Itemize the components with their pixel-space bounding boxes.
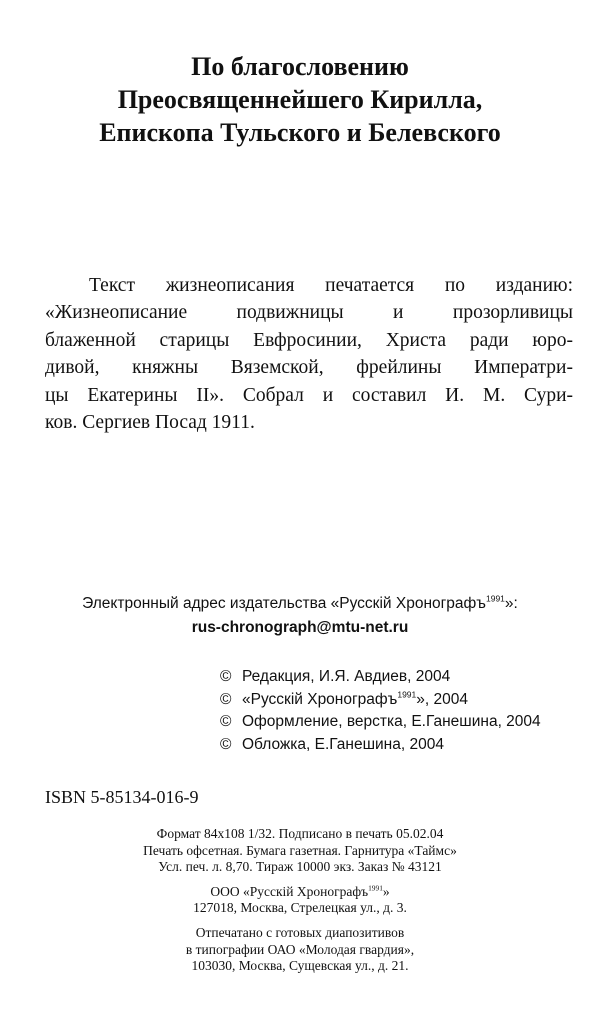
imprint-publisher-end: » <box>382 883 390 899</box>
blessing-line: Епископа Тульского и Белевского <box>99 118 501 147</box>
source-line: цы Екатерины II». Собрал и составил И. М. Сури- <box>45 384 573 406</box>
source-note <box>45 272 573 436</box>
imprint-signed: . Подписано в печать 05.02.04 <box>271 826 444 841</box>
copyright-sup: 1991 <box>397 689 417 700</box>
copyright-icon: © <box>220 735 232 753</box>
imprint-order-line: Усл. печ. л. 8,70. Тираж 10000 экз. Заказ № 43121 <box>158 859 442 875</box>
imprint-publisher-sup: 1991 <box>368 883 383 893</box>
blessing-line: Преосвященнейшего Кирилла, <box>117 85 483 114</box>
source-line: ков. Сергиев Посад 1911. <box>45 412 255 434</box>
imprint-print-line: Печать офсетная. Бумага газетная. Гарнитура «Таймс» <box>143 842 457 858</box>
source-line: Текст жизнеописания печатается по изданию: <box>89 275 573 296</box>
copyright-icon: © <box>220 690 232 708</box>
blessing-line: По благословению <box>191 52 409 81</box>
copyright-after: », 2004 <box>416 690 468 708</box>
blessing-heading <box>0 50 600 149</box>
publisher-email: rus-chronograph@mtu-net.ru <box>191 619 409 636</box>
email-label-text: Электронный адрес издательства «Русскiй Хронографъ <box>82 595 486 612</box>
copyright-row <box>220 666 541 689</box>
imprint-publisher-address: 127018, Москва, Стрелецкая ул., д. 3. <box>193 900 407 916</box>
imprint-printed-line: в типографии ОАО «Молодая гвардия», <box>185 941 415 957</box>
copyright-text: Редакция, И.Я. Авдиев, 2004 <box>242 668 451 685</box>
imprint-format-fraction: 1/32 <box>247 826 272 841</box>
email-label-end: »: <box>504 595 518 612</box>
copyright-row <box>220 734 541 757</box>
copyright-text: «Русскiй Хронографъ <box>242 690 398 708</box>
copyright-text: Обложка, Е.Ганешина, 2004 <box>242 735 444 753</box>
email-label-sup: 1991 <box>485 593 505 604</box>
imprint-gap <box>0 876 600 884</box>
source-line: блаженной старицы Евфросинии, Христа ради юро- <box>45 329 573 351</box>
copyright-row <box>220 711 541 734</box>
imprint-block <box>0 826 600 975</box>
source-line: дивой, княжны Вяземской, фрейлины Императри- <box>45 357 573 379</box>
isbn-number: ISBN 5-85134-016-9 <box>45 787 199 807</box>
imprint-gap <box>0 917 600 925</box>
imprint-printed-line: 103030, Москва, Сущевская ул., д. 21. <box>191 958 409 974</box>
publisher-contact <box>0 592 600 640</box>
copyright-icon: © <box>220 713 232 730</box>
copyright-text: Оформление, верстка, Е.Ганешина, 2004 <box>242 713 541 730</box>
source-line: «Жизнеописание подвижницы и прозорливицы <box>45 302 573 324</box>
imprint-publisher: ООО «Русскiй Хронографъ <box>210 883 369 899</box>
imprint-format: Формат 84x108 <box>156 826 248 841</box>
email-label <box>0 592 600 616</box>
copyright-row <box>220 689 541 712</box>
imprint-publisher-line <box>0 884 600 901</box>
imprint-format-line <box>0 826 600 843</box>
copyright-list <box>220 666 541 756</box>
imprint-printed-line: Отпечатано с готовых диапозитивов <box>195 924 405 940</box>
copyright-icon: © <box>220 668 232 685</box>
